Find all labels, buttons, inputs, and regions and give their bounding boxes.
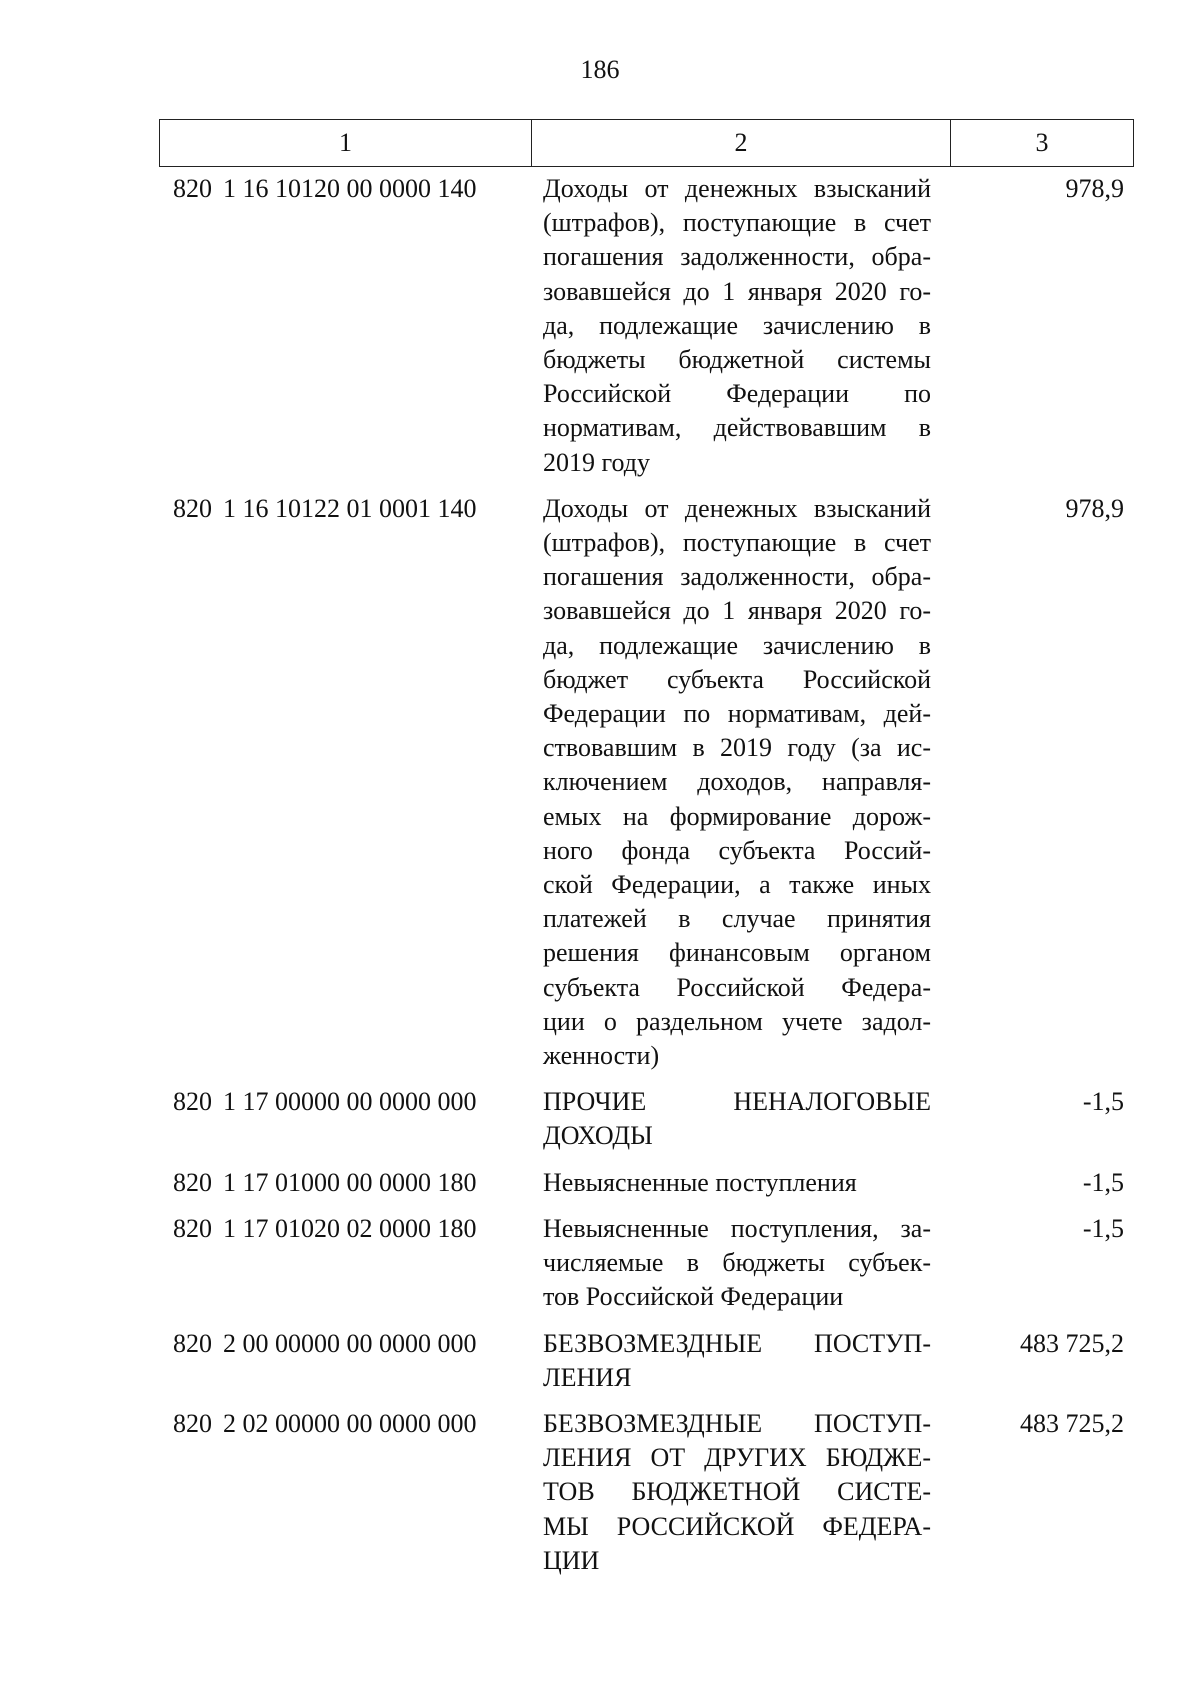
admin-code-cell: 820 [173,493,212,523]
admin-code-cell: 820 [173,1087,212,1117]
description-line: женности) [543,1041,660,1071]
header-col-1: 1 [160,120,532,166]
description-line: Невыясненные поступления, за- [543,1213,931,1243]
description-line: ключением доходов, направля- [543,767,931,797]
budget-code-cell: 1 17 01000 00 0000 180 [223,1167,477,1197]
description-line: Доходы от денежных взысканий [543,174,931,203]
table-header [159,119,1134,167]
table-row [159,492,1134,1073]
description-cell [531,1327,931,1395]
description-cell [531,1166,931,1200]
budget-code-cell: 2 02 00000 00 0000 000 [223,1408,477,1438]
table-row [159,1407,1134,1578]
description-line: Российской Федерации по [543,379,931,409]
amount-cell: 483 725,2 [1020,1328,1124,1358]
table-body [159,172,1134,1590]
description-line: да, подлежащие зачислению в [543,310,931,340]
description-cell [531,492,931,1073]
description-line: погашения задолженности, обра- [543,562,931,592]
description-line: ции о раздельном учете задол- [543,1006,931,1036]
budget-code-cell: 2 00 00000 00 0000 000 [223,1328,477,1358]
description-line: ской Федерации, а также иных [543,870,931,900]
description-cell [531,172,931,480]
description-line: решения финансовым органом [543,938,931,968]
description-cell [531,1085,931,1153]
budget-code-cell: 1 17 01020 02 0000 180 [223,1213,477,1243]
amount-cell: -1,5 [1082,1087,1124,1117]
page-number: 186 [580,55,620,84]
amount-cell: 978,9 [1065,174,1124,203]
description-line: МЫ РОССИЙСКОЙ ФЕДЕРА- [543,1511,931,1541]
amount-cell: -1,5 [1082,1167,1124,1197]
description-line: погашения задолженности, обра- [543,242,931,272]
description-line: ЦИИ [543,1545,600,1575]
header-col-3: 3 [1035,128,1049,157]
description-line: ТОВ БЮДЖЕТНОЙ СИСТЕ- [543,1477,931,1507]
description-line: ЛЕНИЯ ОТ ДРУГИХ БЮДЖЕ- [543,1443,931,1473]
description-line: тов Российской Федерации [543,1282,844,1312]
description-line: ПРОЧИЕ НЕНАЛОГОВЫЕ [543,1087,931,1117]
description-line: Доходы от денежных взысканий [543,493,931,523]
admin-code-cell: 820 [173,1408,212,1438]
amount-cell: 978,9 [1065,493,1124,523]
table-row [159,1085,1134,1153]
description-line: емых на формирование дорож- [543,801,931,831]
description-cell [531,1407,931,1578]
description-line: 2019 году [543,447,650,477]
description-line: зовавшейся до 1 января 2020 го- [543,276,931,306]
description-line: БЕЗВОЗМЕЗДНЫЕ ПОСТУП- [543,1408,931,1438]
description-line: зовавшейся до 1 января 2020 го- [543,596,931,626]
table-row [159,1212,1134,1315]
admin-code-cell: 820 [173,1213,212,1243]
description-line: бюджет субъекта Российской [543,664,931,694]
description-line: субъекта Российской Федера- [543,972,931,1002]
table-row [159,1327,1134,1395]
description-line: ствовавшим в 2019 году (за ис- [543,733,931,763]
budget-code-cell: 1 17 00000 00 0000 000 [223,1087,477,1117]
description-line: нормативам, действовавшим в [543,413,931,443]
amount-cell: -1,5 [1082,1213,1124,1243]
description-line: БЕЗВОЗМЕЗДНЫЕ ПОСТУП- [543,1328,931,1358]
admin-code-cell: 820 [173,1167,212,1197]
description-line: платежей в случае принятия [543,904,931,934]
admin-code-cell: 820 [173,1328,212,1358]
header-col-2: 2 [532,120,951,166]
admin-code-cell: 820 [173,174,212,203]
description-line: ДОХОДЫ [543,1121,653,1151]
description-line: ного фонда субъекта Россий- [543,835,931,865]
table-row [159,172,1134,480]
description-line: (штрафов), поступающие в счет [543,208,931,238]
description-line: Невыясненные поступления [543,1167,857,1197]
description-line: ЛЕНИЯ [543,1362,632,1392]
budget-code-cell: 1 16 10120 00 0000 140 [223,174,477,203]
description-line: числяемые в бюджеты субъек- [543,1248,931,1278]
description-line: бюджеты бюджетной системы [543,345,931,375]
description-line: да, подлежащие зачислению в [543,630,931,660]
budget-code-cell: 1 16 10122 01 0001 140 [223,493,477,523]
table-row [159,1166,1134,1200]
amount-cell: 483 725,2 [1020,1408,1124,1438]
description-cell [531,1212,931,1315]
description-line: Федерации по нормативам, дей- [543,699,931,729]
description-line: (штрафов), поступающие в счет [543,528,931,558]
